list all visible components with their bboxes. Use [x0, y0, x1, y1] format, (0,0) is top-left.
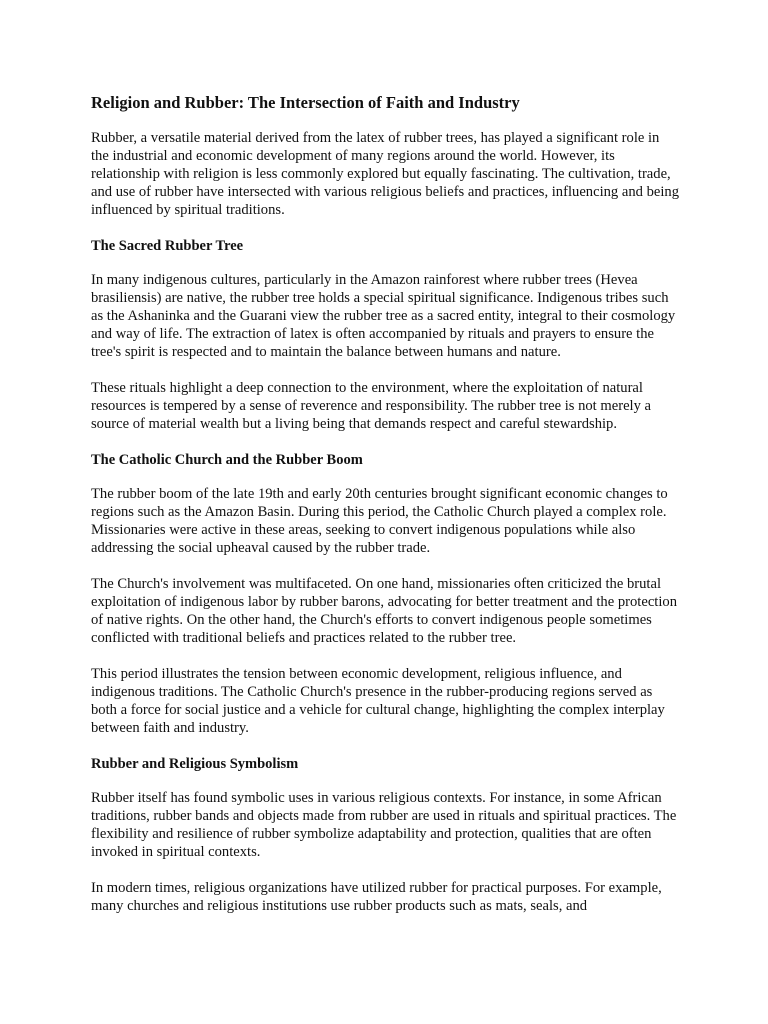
section-heading-catholic-church: The Catholic Church and the Rubber Boom — [91, 452, 363, 468]
paragraph: The Church's involvement was multifaceted. On one hand, missionaries often criticized the brutal exploitation of indigenous labor by rubber barons, advocating for better treatment and the protection of native rights. On the other hand, the Church's efforts to convert indigenous people sometimes conflicted with traditional beliefs and practices related to the rubber tree. — [91, 576, 678, 646]
paragraph: The rubber boom of the late 19th and early 20th centuries brought significant economic changes to regions such as the Amazon Basin. During this period, the Catholic Church played a complex role. Missionaries were active in these areas, seeking to convert indigenous populations while also addressing the social upheaval caused by the rubber trade. — [91, 486, 668, 556]
paragraph: This period illustrates the tension between economic development, religious influence, and indigenous traditions. The Catholic Church's presence in the rubber-producing regions served as both a force for social justice and a vehicle for cultural change, highlighting the complex interplay between faith and industry. — [91, 666, 665, 736]
paragraph: In many indigenous cultures, particularly in the Amazon rainforest where rubber trees (Hevea brasiliensis) are native, the rubber tree holds a special spiritual significance. Indigenous tribes such as the Ashaninka and the Guarani view the rubber tree as a sacred entity, integral to their cosmology and way of life. The extraction of latex is often accompanied by rituals and prayers to ensure the tree's spirit is respected and to maintain the balance between humans and nature. — [91, 272, 676, 360]
section-heading-sacred-rubber-tree: The Sacred Rubber Tree — [91, 238, 244, 254]
paragraph: In modern times, religious organizations have utilized rubber for practical purposes. For example, many churches and religious institutions use rubber products such as mats, seals, and — [91, 880, 662, 914]
document-page — [91, 93, 679, 933]
section-heading-religious-symbolism: Rubber and Religious Symbolism — [91, 756, 299, 772]
paragraph: These rituals highlight a deep connection to the environment, where the exploitation of natural resources is tempered by a sense of reverence and responsibility. The rubber tree is not merely a source of material wealth but a living being that demands respect and careful stewardship. — [91, 380, 652, 432]
document-title: Religion and Rubber: The Intersection of Faith and Industry — [91, 93, 520, 112]
intro-paragraph: Rubber, a versatile material derived from the latex of rubber trees, has played a significant role in the industrial and economic development of many regions around the world. However, its relationship with religion is less commonly explored but equally fascinating. The cultivation, trade, and use of rubber have intersected with various religious beliefs and practices, influencing and being influenced by spiritual traditions. — [91, 130, 680, 218]
paragraph: Rubber itself has found symbolic uses in various religious contexts. For instance, in some African traditions, rubber bands and objects made from rubber are used in rituals and spiritual practices. The flexibility and resilience of rubber symbolize adaptability and protection, qualities that are often invoked in spiritual contexts. — [91, 790, 677, 860]
